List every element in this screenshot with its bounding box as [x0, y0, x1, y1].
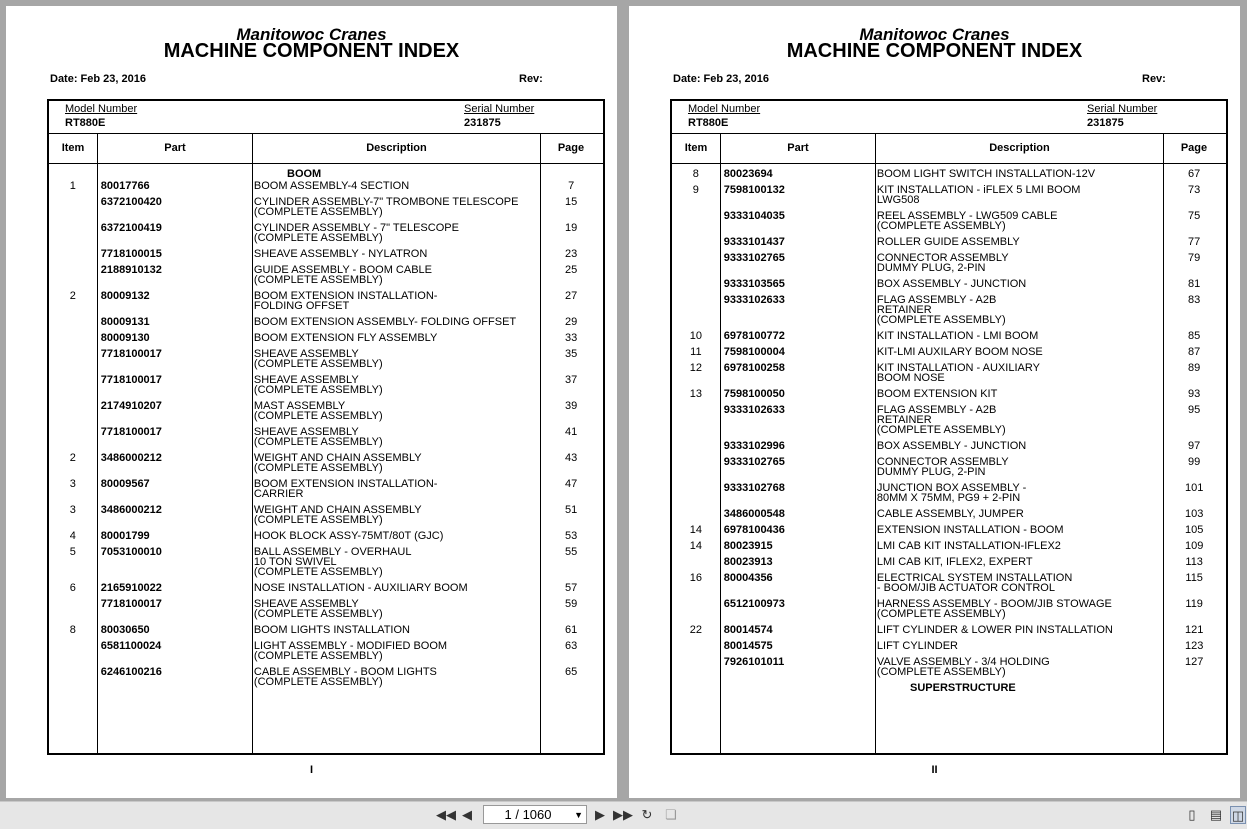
table-row — [49, 333, 603, 343]
part-cell: 80009131 — [100, 316, 150, 328]
page-cell: 51 — [565, 504, 578, 516]
description-cell: FLAG ASSEMBLY - A2B RETAINER (COMPLETE ASSEMBLY) — [876, 294, 1006, 326]
page-cell: 75 — [1188, 210, 1201, 222]
part-cell: 2188910132 — [100, 264, 162, 276]
part-cell: 80014575 — [723, 640, 773, 652]
part-cell: 80009132 — [100, 290, 150, 302]
item-cell — [49, 599, 97, 619]
item-cell — [672, 509, 720, 519]
table-row — [49, 223, 603, 243]
serial-number-value: 231875 — [1087, 117, 1124, 129]
part-cell: 80023694 — [723, 168, 773, 180]
dropdown-caret-icon: ▼ — [574, 810, 583, 820]
description-cell: BOX ASSEMBLY - JUNCTION — [876, 278, 1027, 290]
table-row — [672, 211, 1226, 231]
part-cell: 2174910207 — [100, 400, 162, 412]
page-cell: 35 — [565, 348, 578, 360]
page-cell: 19 — [565, 222, 578, 234]
single-page-icon[interactable]: ▯ — [1188, 807, 1196, 822]
page-cell: 73 — [1188, 184, 1201, 196]
description-cell: LMI CAB KIT INSTALLATION-IFLEX2 — [876, 540, 1061, 552]
item-cell — [49, 249, 97, 259]
description-cell: REEL ASSEMBLY - LWG509 CABLE (COMPLETE ASSEMBLY) — [876, 210, 1058, 232]
item-cell — [49, 349, 97, 369]
table-row — [49, 249, 603, 259]
page-cell: 95 — [1188, 404, 1201, 416]
model-number-value: RT880E — [65, 117, 106, 129]
description-cell: KIT INSTALLATION - iFLEX 5 LMI BOOM LWG508 — [876, 184, 1081, 206]
item-cell: 16 — [689, 572, 702, 584]
table-row — [672, 295, 1226, 325]
description-cell: KIT-LMI AUXILARY BOOM NOSE — [876, 346, 1043, 358]
page-cell: 7 — [568, 180, 575, 192]
part-cell: 9333102996 — [723, 440, 785, 452]
next-page-icon[interactable]: ▶ — [595, 807, 605, 822]
item-cell — [49, 317, 97, 327]
document-title: MACHINE COMPONENT INDEX — [163, 40, 460, 62]
page-cell: 121 — [1184, 624, 1204, 636]
page-number-select[interactable] — [483, 805, 587, 824]
description-cell: KIT INSTALLATION - LMI BOOM — [876, 330, 1039, 342]
column-header-part: Part — [164, 142, 186, 154]
page-cell: 23 — [565, 248, 578, 260]
item-cell — [672, 483, 720, 503]
table-row — [672, 237, 1226, 247]
description-cell: MAST ASSEMBLY (COMPLETE ASSEMBLY) — [253, 400, 383, 422]
company-name: Manitowoc Cranes — [236, 25, 387, 44]
page-cell: 65 — [565, 666, 578, 678]
table-row — [49, 625, 603, 635]
page-cell: 119 — [1185, 598, 1203, 610]
item-cell: 13 — [689, 388, 702, 400]
part-cell: 80009130 — [100, 332, 150, 344]
page-cell: 83 — [1188, 294, 1201, 306]
page-cell: 103 — [1184, 508, 1204, 520]
rotate-icon[interactable]: ↻ — [641, 807, 653, 822]
item-cell — [49, 375, 97, 395]
item-cell — [672, 405, 720, 435]
section-heading: BOOM — [287, 168, 322, 180]
table-row — [49, 427, 603, 447]
part-cell: 80017766 — [100, 180, 150, 192]
column-header-description: Description — [366, 142, 427, 154]
column-header-page: Page — [1180, 142, 1208, 154]
part-cell: 6581100024 — [100, 640, 162, 652]
description-cell: CABLE ASSEMBLY - BOOM LIGHTS (COMPLETE ASSEMBLY) — [253, 666, 437, 688]
page-cell: 25 — [565, 264, 578, 276]
description-cell: BOOM LIGHTS INSTALLATION — [253, 624, 410, 636]
column-header-description: Description — [989, 142, 1050, 154]
page-cell: 97 — [1188, 440, 1201, 452]
page-cell: 81 — [1188, 278, 1201, 290]
description-cell: LIFT CYLINDER — [876, 640, 958, 652]
page-cell: 15 — [565, 196, 578, 208]
part-cell: 3486000212 — [100, 504, 162, 516]
table-row — [49, 265, 603, 285]
table-row — [672, 573, 1226, 593]
table-row — [672, 483, 1226, 503]
item-cell: 11 — [690, 346, 702, 358]
part-cell: 9333104035 — [723, 210, 785, 222]
table-row — [49, 375, 603, 395]
last-page-icon[interactable]: ▶▶ — [613, 807, 633, 822]
item-cell — [49, 641, 97, 661]
page-cell: 105 — [1184, 524, 1204, 536]
description-cell: WEIGHT AND CHAIN ASSEMBLY (COMPLETE ASSEMBLY) — [253, 452, 422, 474]
part-cell: 2165910022 — [100, 582, 162, 594]
description-cell: EXTENSION INSTALLATION - BOOM — [876, 524, 1064, 536]
item-cell — [672, 599, 720, 619]
item-cell — [672, 211, 720, 231]
part-cell: 7718100015 — [100, 248, 162, 260]
table-row — [672, 389, 1226, 399]
model-number-label: Model Number — [65, 103, 138, 115]
part-cell: 6512100973 — [723, 598, 785, 610]
table-row — [672, 169, 1226, 179]
table-row — [672, 457, 1226, 477]
item-cell: 1 — [69, 180, 76, 192]
item-cell — [49, 667, 97, 687]
description-cell: WEIGHT AND CHAIN ASSEMBLY (COMPLETE ASSEMBLY) — [253, 504, 422, 526]
table-divider — [672, 163, 1226, 164]
item-cell: 2 — [69, 452, 76, 464]
part-cell: 7718100017 — [100, 374, 162, 386]
serial-number-value: 231875 — [464, 117, 501, 129]
previous-page-icon[interactable]: ◀ — [462, 807, 472, 822]
table-row — [49, 401, 603, 421]
description-cell: SHEAVE ASSEMBLY (COMPLETE ASSEMBLY) — [253, 348, 383, 370]
table-row — [49, 583, 603, 593]
description-cell: HARNESS ASSEMBLY - BOOM/JIB STOWAGE (COMPLETE ASSEMBLY) — [876, 598, 1112, 620]
table-row — [49, 599, 603, 619]
description-cell: CYLINDER ASSEMBLY - 7" TELESCOPE (COMPLETE ASSEMBLY) — [253, 222, 459, 244]
column-header-item: Item — [61, 142, 85, 154]
table-row — [49, 197, 603, 217]
section-heading: SUPERSTRUCTURE — [910, 682, 1016, 694]
page-cell: 85 — [1188, 330, 1201, 342]
document-page-left — [6, 6, 617, 798]
page-cell: 39 — [565, 400, 578, 412]
part-cell: 9333102633 — [723, 404, 785, 416]
description-cell: KIT INSTALLATION - AUXILIARY BOOM NOSE — [876, 362, 1040, 384]
description-cell: SHEAVE ASSEMBLY - NYLATRON — [253, 248, 428, 260]
part-cell: 80023913 — [723, 556, 773, 568]
page-cell: 53 — [565, 530, 578, 542]
part-cell: 9333102768 — [723, 482, 785, 494]
item-cell — [49, 333, 97, 343]
description-cell: SHEAVE ASSEMBLY (COMPLETE ASSEMBLY) — [253, 598, 383, 620]
page-cell: 127 — [1184, 656, 1204, 668]
part-cell: 80004356 — [723, 572, 773, 584]
part-cell: 80030650 — [100, 624, 150, 636]
part-cell: 80001799 — [100, 530, 150, 542]
description-cell: LMI CAB KIT, IFLEX2, EXPERT — [876, 556, 1033, 568]
column-header-item: Item — [684, 142, 708, 154]
table-row — [672, 279, 1226, 289]
part-cell: 9333102765 — [723, 456, 785, 468]
description-cell: SHEAVE ASSEMBLY (COMPLETE ASSEMBLY) — [253, 374, 383, 396]
item-cell: 3 — [69, 478, 76, 490]
part-cell: 6978100436 — [723, 524, 785, 536]
page-number: I — [309, 764, 314, 776]
page-cell: 101 — [1184, 482, 1204, 494]
table-row — [49, 453, 603, 473]
part-cell: 6978100772 — [723, 330, 785, 342]
description-cell: BOOM LIGHT SWITCH INSTALLATION-12V — [876, 168, 1096, 180]
part-cell: 7718100017 — [100, 348, 162, 360]
part-cell: 9333101437 — [723, 236, 785, 248]
part-cell: 7053100010 — [100, 546, 162, 558]
description-cell: CONNECTOR ASSEMBLY DUMMY PLUG, 2-PIN — [876, 456, 1009, 478]
description-cell: ROLLER GUIDE ASSEMBLY — [876, 236, 1020, 248]
description-cell: HOOK BLOCK ASSY-75MT/80T (GJC) — [253, 530, 444, 542]
table-row — [672, 347, 1226, 357]
part-cell: 6372100419 — [100, 222, 162, 234]
description-cell: GUIDE ASSEMBLY - BOOM CABLE (COMPLETE ASSEMBLY) — [253, 264, 432, 286]
page-cell: 99 — [1188, 456, 1201, 468]
table-row — [672, 253, 1226, 273]
item-cell — [49, 401, 97, 421]
serial-number-label: Serial Number — [464, 103, 535, 115]
item-cell: 2 — [69, 290, 76, 302]
part-cell: 80014574 — [723, 624, 773, 636]
page-cell: 113 — [1185, 556, 1203, 568]
table-row — [672, 185, 1226, 205]
description-cell: BOOM EXTENSION FLY ASSEMBLY — [253, 332, 438, 344]
company-name: Manitowoc Cranes — [859, 25, 1010, 44]
description-cell: CYLINDER ASSEMBLY-7" TROMBONE TELESCOPE (COMPLETE ASSEMBLY) — [253, 196, 519, 218]
page-cell: 63 — [565, 640, 578, 652]
description-cell: BALL ASSEMBLY - OVERHAUL 10 TON SWIVEL (COMPLETE ASSEMBLY) — [253, 546, 412, 578]
item-cell — [672, 441, 720, 451]
component-table — [670, 99, 1228, 755]
page-cell: 93 — [1188, 388, 1201, 400]
column-header-part: Part — [787, 142, 809, 154]
table-row — [672, 541, 1226, 551]
viewer-toolbar — [0, 801, 1247, 829]
table-row — [672, 525, 1226, 535]
page-cell: 115 — [1185, 572, 1203, 584]
description-cell: SHEAVE ASSEMBLY (COMPLETE ASSEMBLY) — [253, 426, 383, 448]
model-number-label: Model Number — [688, 103, 761, 115]
component-table — [47, 99, 605, 755]
page-cell: 87 — [1188, 346, 1201, 358]
model-number-value: RT880E — [688, 117, 729, 129]
table-rows — [672, 169, 1226, 695]
item-cell: 14 — [689, 540, 702, 552]
table-row — [49, 505, 603, 525]
table-row — [49, 181, 603, 191]
part-cell: 7718100017 — [100, 426, 162, 438]
page-cell: 123 — [1184, 640, 1204, 652]
item-cell — [672, 641, 720, 651]
table-row — [672, 625, 1226, 635]
item-cell: 22 — [689, 624, 702, 636]
part-cell: 80009567 — [100, 478, 150, 490]
item-cell — [672, 253, 720, 273]
item-cell — [672, 237, 720, 247]
description-cell: JUNCTION BOX ASSEMBLY - 80MM X 75MM, PG9 + 2-PIN — [876, 482, 1027, 504]
item-cell: 10 — [689, 330, 702, 342]
page-cell: 89 — [1188, 362, 1201, 374]
description-cell: VALVE ASSEMBLY - 3/4 HOLDING (COMPLETE ASSEMBLY) — [876, 656, 1050, 678]
item-cell — [49, 265, 97, 285]
part-cell: 80023915 — [723, 540, 773, 552]
part-cell: 9333102633 — [723, 294, 785, 306]
serial-number-label: Serial Number — [1087, 103, 1158, 115]
table-row — [672, 363, 1226, 383]
description-cell: BOX ASSEMBLY - JUNCTION — [876, 440, 1027, 452]
description-cell: BOOM EXTENSION KIT — [876, 388, 998, 400]
continuous-page-icon[interactable]: ▤ — [1209, 807, 1223, 822]
description-cell: CABLE ASSEMBLY, JUMPER — [876, 508, 1024, 520]
page-cell: 27 — [565, 290, 578, 302]
table-row — [49, 547, 603, 577]
item-cell — [49, 223, 97, 243]
page-cell: 59 — [565, 598, 578, 610]
revision-label: Rev: — [519, 73, 543, 85]
item-cell: 5 — [69, 546, 76, 558]
table-row — [672, 509, 1226, 519]
part-cell: 9333102765 — [723, 252, 785, 264]
description-cell: LIGHT ASSEMBLY - MODIFIED BOOM (COMPLETE ASSEMBLY) — [253, 640, 448, 662]
page-cell: 77 — [1188, 236, 1201, 248]
description-cell: CONNECTOR ASSEMBLY DUMMY PLUG, 2-PIN — [876, 252, 1009, 274]
item-cell: 4 — [69, 530, 76, 542]
table-divider — [49, 133, 603, 134]
part-cell: 7718100017 — [100, 598, 162, 610]
document-title: MACHINE COMPONENT INDEX — [786, 40, 1083, 62]
table-row — [672, 599, 1226, 619]
description-cell: BOOM ASSEMBLY-4 SECTION — [253, 180, 410, 192]
table-row — [672, 331, 1226, 341]
page-indicator: 1 / 1060 — [504, 807, 552, 822]
document-date: Date: Feb 23, 2016 — [50, 73, 146, 85]
part-cell: 6372100420 — [100, 196, 162, 208]
part-cell: 7598100050 — [723, 388, 785, 400]
description-cell: LIFT CYLINDER & LOWER PIN INSTALLATION — [876, 624, 1113, 636]
page-cell: 47 — [565, 478, 578, 490]
column-header-page: Page — [557, 142, 585, 154]
page-cell: 67 — [1188, 168, 1201, 180]
table-row — [49, 291, 603, 311]
page-cell: 61 — [565, 624, 578, 636]
part-cell: 6246100216 — [100, 666, 162, 678]
item-cell: 8 — [69, 624, 76, 636]
item-cell — [672, 657, 720, 677]
part-cell: 6978100258 — [723, 362, 785, 374]
item-cell — [672, 557, 720, 567]
page-cell: 57 — [565, 582, 578, 594]
part-cell: 3486000548 — [723, 508, 785, 520]
description-cell: ELECTRICAL SYSTEM INSTALLATION - BOOM/JIB ACTUATOR CONTROL — [876, 572, 1073, 594]
description-cell: BOOM EXTENSION ASSEMBLY- FOLDING OFFSET — [253, 316, 517, 328]
facing-page-icon[interactable]: ◫ — [1231, 808, 1245, 823]
part-cell: 7598100132 — [723, 184, 785, 196]
table-row — [49, 667, 603, 687]
revision-label: Rev: — [1142, 73, 1166, 85]
page-cell: 33 — [565, 332, 578, 344]
copy-icon[interactable]: ❏ — [665, 807, 677, 822]
table-row — [672, 657, 1226, 677]
page-number: II — [931, 764, 938, 776]
part-cell: 9333103565 — [723, 278, 785, 290]
table-row — [672, 405, 1226, 435]
table-divider — [49, 163, 603, 164]
item-cell: 8 — [692, 168, 699, 180]
table-row — [49, 531, 603, 541]
table-divider — [672, 133, 1226, 134]
description-cell: BOOM EXTENSION INSTALLATION- CARRIER — [253, 478, 438, 500]
item-cell: 9 — [692, 184, 699, 196]
description-cell: BOOM EXTENSION INSTALLATION- FOLDING OFFSET — [253, 290, 438, 312]
item-cell: 14 — [689, 524, 702, 536]
part-cell: 7926101011 — [723, 656, 785, 668]
table-row — [49, 317, 603, 327]
item-cell — [672, 295, 720, 325]
item-cell — [49, 197, 97, 217]
page-cell: 43 — [565, 452, 578, 464]
page-cell: 37 — [565, 374, 578, 386]
table-row — [672, 441, 1226, 451]
part-cell: 3486000212 — [100, 452, 162, 464]
table-rows — [49, 169, 603, 693]
first-page-icon[interactable]: ◀◀ — [436, 807, 456, 822]
description-cell: FLAG ASSEMBLY - A2B RETAINER (COMPLETE ASSEMBLY) — [876, 404, 1006, 436]
table-row — [49, 349, 603, 369]
item-cell — [672, 457, 720, 477]
table-row — [672, 641, 1226, 651]
document-date: Date: Feb 23, 2016 — [673, 73, 769, 85]
part-cell: 7598100004 — [723, 346, 785, 358]
table-row — [672, 557, 1226, 567]
item-cell: 3 — [69, 504, 76, 516]
page-cell: 41 — [565, 426, 578, 438]
description-cell: NOSE INSTALLATION - AUXILIARY BOOM — [253, 582, 468, 594]
table-row — [49, 641, 603, 661]
page-cell: 55 — [565, 546, 578, 558]
item-cell: 12 — [689, 362, 702, 374]
page-cell: 79 — [1188, 252, 1201, 264]
page-cell: 109 — [1184, 540, 1204, 552]
item-cell — [672, 279, 720, 289]
item-cell — [49, 427, 97, 447]
document-page-right — [629, 6, 1240, 798]
item-cell: 6 — [69, 582, 76, 594]
page-cell: 29 — [565, 316, 578, 328]
table-row — [49, 479, 603, 499]
